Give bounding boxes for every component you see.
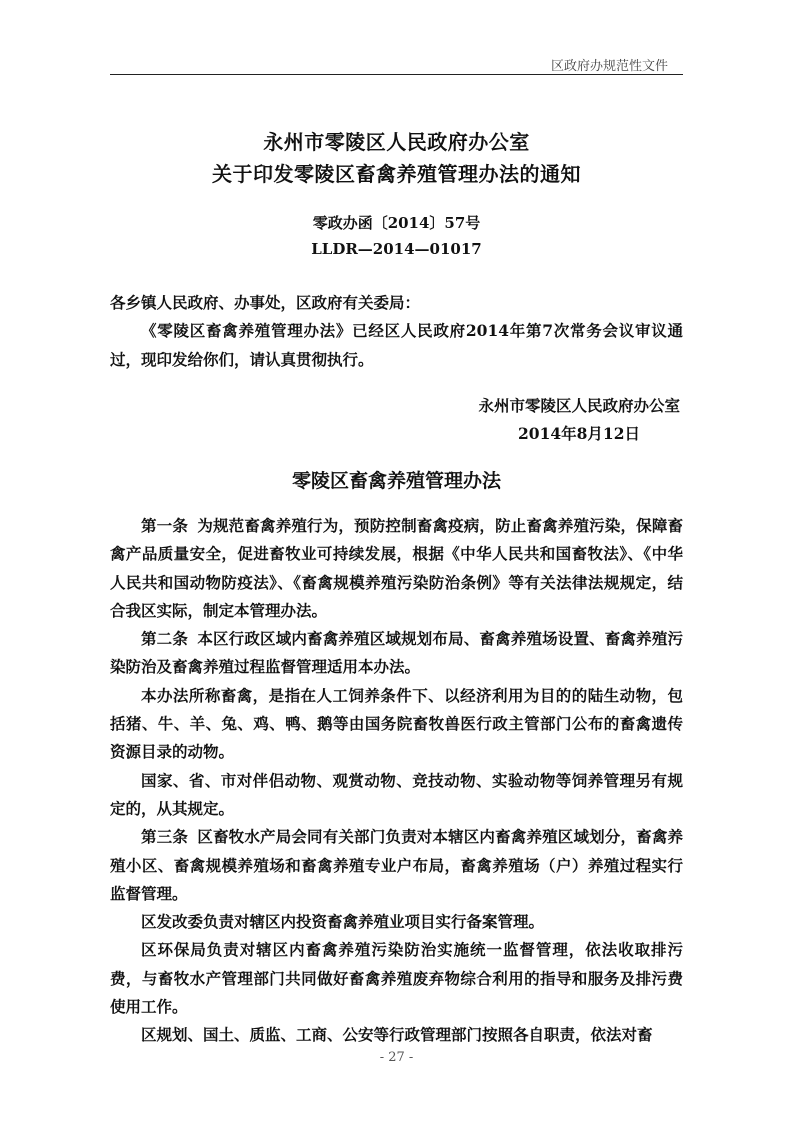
document-code: LLDR—2014—01017 [311,240,482,258]
article-heading: 第一条 [141,517,189,535]
article-paragraph [110,682,683,767]
notice-title [110,126,683,190]
article-paragraph [110,625,683,682]
article-paragraph [110,1021,683,1049]
notice-body: 《零陵区畜禽养殖管理办法》已经区人民政府2014年第7次常务会议审议通过，现印发给你们，请认真贯彻执行。 [110,321,683,369]
article-text: 国家、省、市对伴侣动物、观赏动物、竞技动物、实验动物等饲养管理另有规定的，从其规定。 [110,770,683,818]
addressee: 各乡镇人民政府、办事处，区政府有关委局： [110,293,421,312]
article-text: 本办法所称畜禽，是指在人工饲养条件下、以经济利用为目的的陆生动物，包括猪、牛、羊、兔、鸡、鸭、鹅等由国务院畜牧兽医行政主管部门公布的畜禽遗传资源目录的动物。 [110,685,683,762]
article-paragraph [110,936,683,1021]
issue-date: 2014年8月12日 [518,424,640,443]
header-rule [110,74,683,75]
article-paragraph [110,908,683,936]
measures-title: 零陵区畜禽养殖管理办法 [291,470,501,492]
page-number: - 27 - [379,1050,414,1065]
document-number: 零政办函〔2014〕57号 [312,214,481,232]
article-heading: 第二条 [141,630,189,649]
article-text: 区规划、国土、质监、工商、公安等行政管理部门按照各自职责，依法对畜 [141,1025,653,1045]
article-paragraph [110,512,683,625]
document-number-block [110,210,683,262]
header-label: 区政府办规范性文件 [550,59,668,74]
notice-title-line-2: 关于印发零陵区畜禽养殖管理办法的通知 [212,162,581,186]
article-text: 为规范畜禽养殖行为，预防控制畜禽疫病，防止畜禽养殖污染，保障畜禽产品质量安全，促进畜牧业可持续发展，根据《中华人民共和国畜牧法》、《中华人民共和国动物防疫法》、《畜禽规模养殖污染防治条例》等有关法律法规规定，结合我区实际，制定本管理办法。 [110,516,683,620]
measures-body [110,512,683,1050]
article-heading: 第三条 [141,828,189,847]
article-paragraph [110,823,683,908]
article-text: 本区行政区域内畜禽养殖区域规划布局、畜禽养殖场设置、畜禽养殖污染防治及畜禽养殖过程监督管理适用本办法。 [110,629,683,677]
issuer: 永州市零陵区人民政府办公室 [478,396,680,415]
notice-title-line-1: 永州市零陵区人民政府办公室 [263,130,530,154]
article-text: 区畜牧水产局会同有关部门负责对本辖区内畜禽养殖区域划分，畜禽养殖小区、畜禽规模养殖场和畜禽养殖专业户布局，畜禽养殖场（户）养殖过程实行监督管理。 [110,827,683,903]
article-paragraph [110,767,683,824]
article-text: 区发改委负责对辖区内投资畜禽养殖业项目实行备案管理。 [141,912,545,932]
signature-block [478,392,680,448]
article-text: 区环保局负责对辖区内畜禽养殖污染防治实施统一监督管理，依法收取排污费，与畜牧水产管理部门共同做好畜禽养殖废弃物综合利用的指导和服务及排污费使用工作。 [110,940,683,1017]
